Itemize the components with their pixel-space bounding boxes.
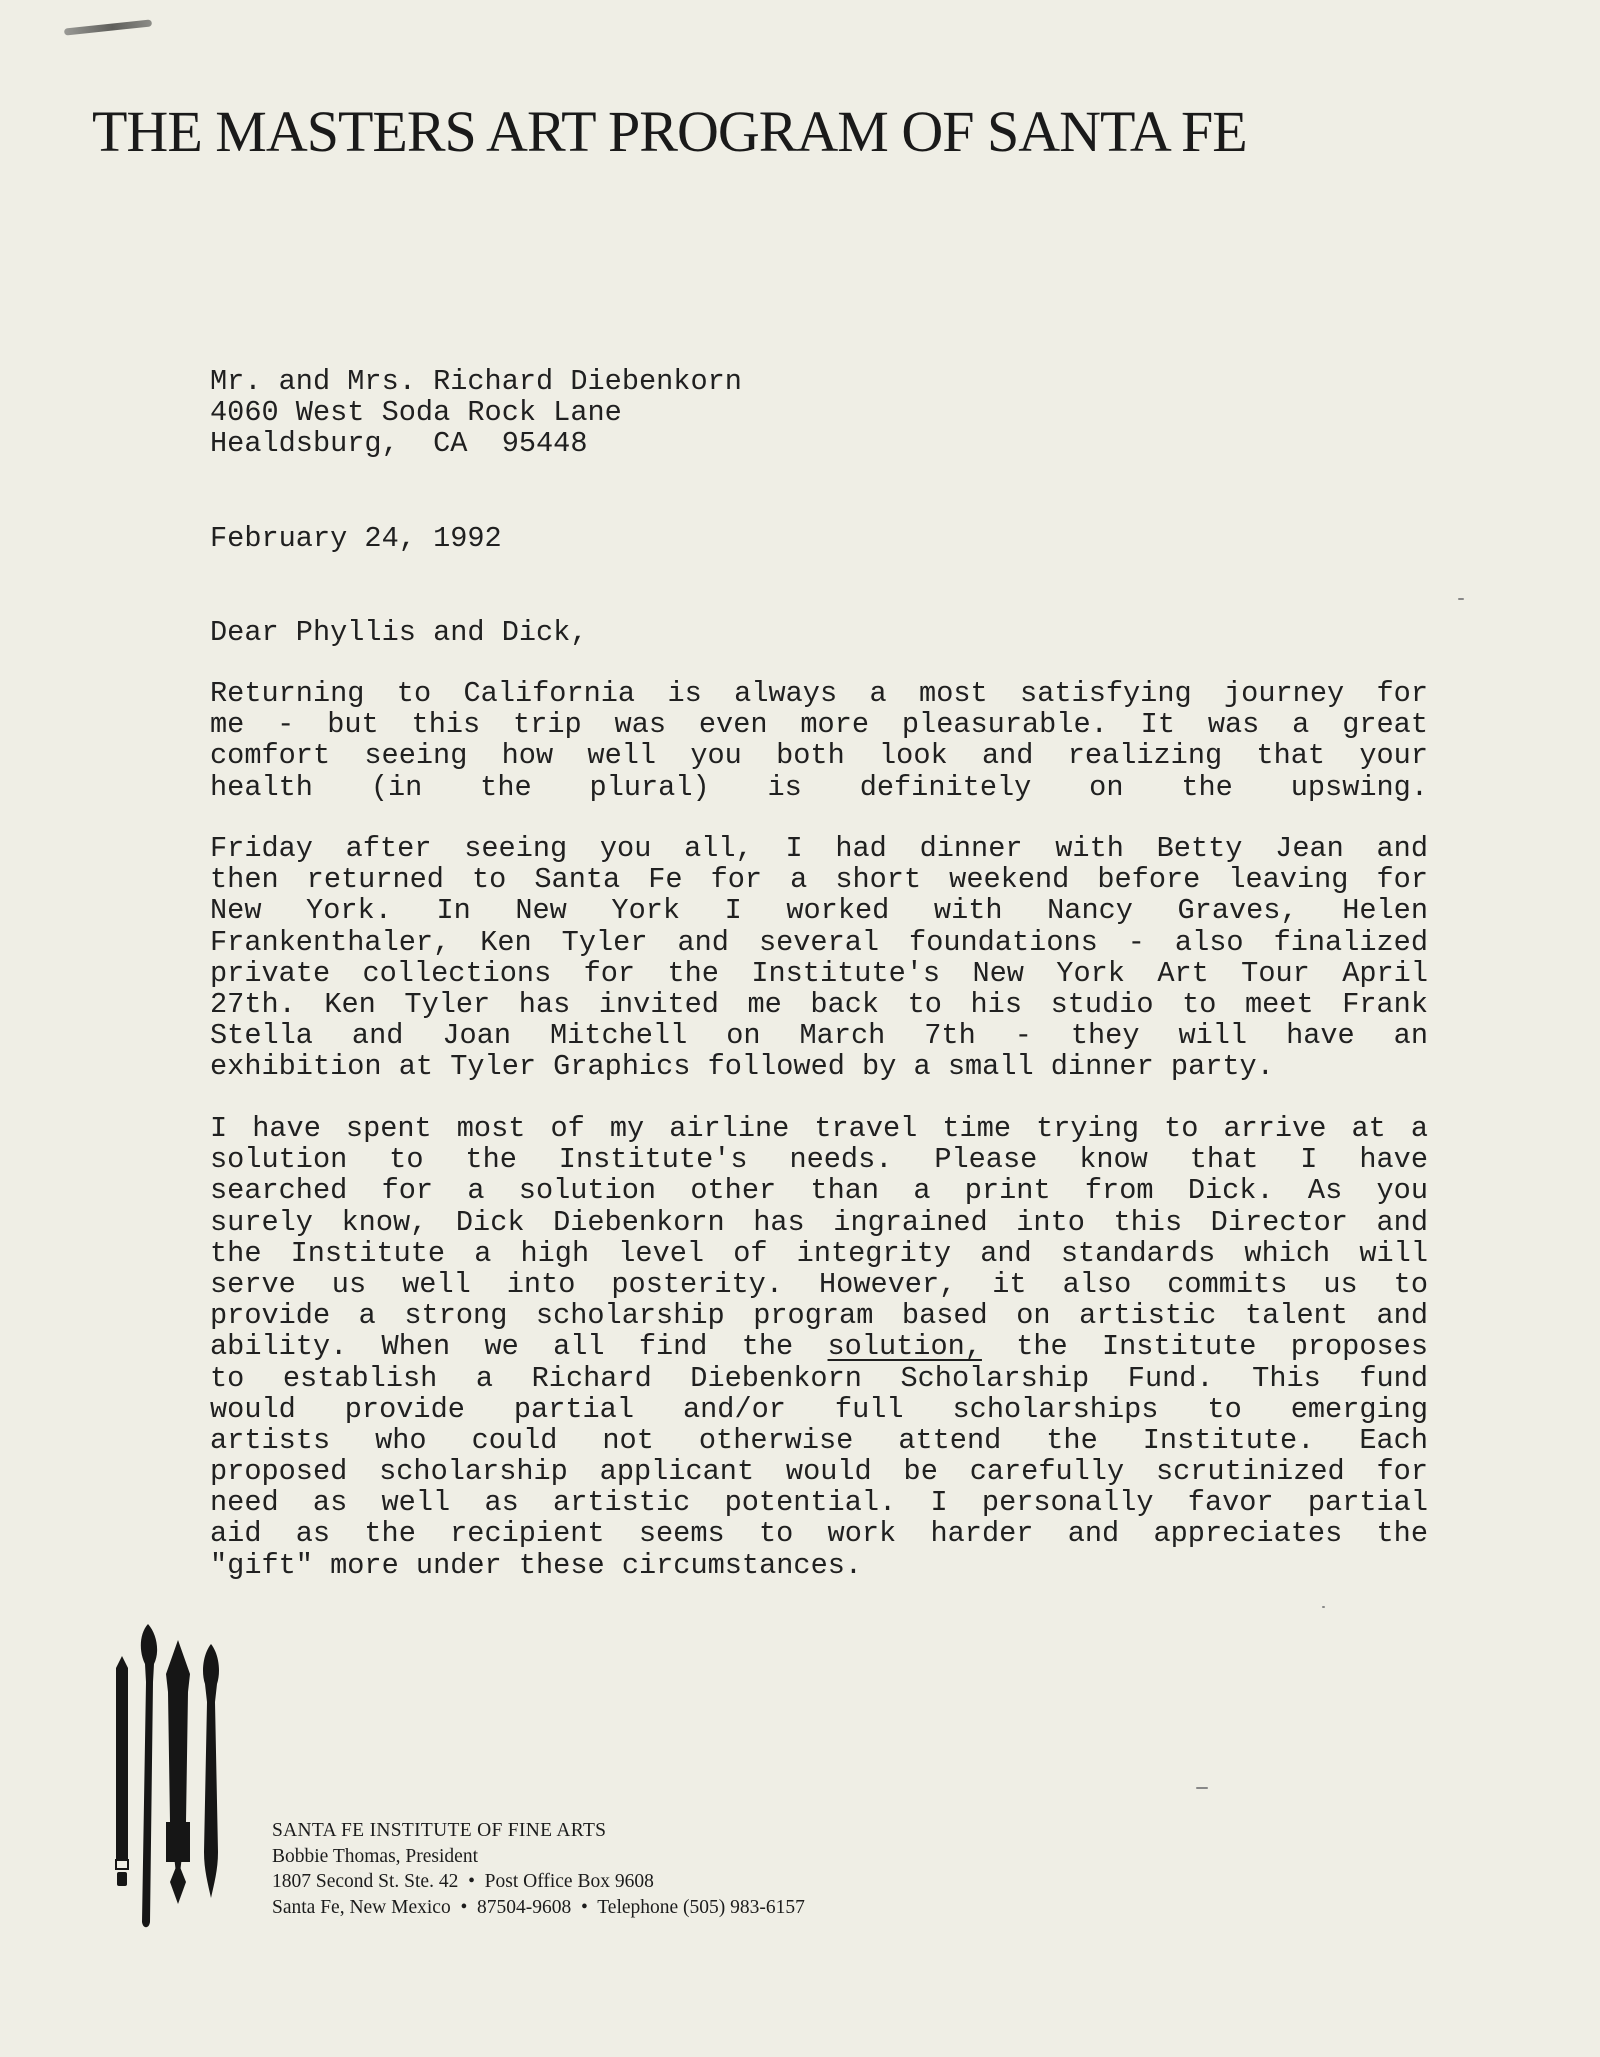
paper-speck	[1196, 1787, 1208, 1789]
paragraph-3	[210, 1113, 1428, 1581]
body-line: me - but this trip was even more pleasurable. It was a great	[210, 708, 1428, 742]
recipient-street: 4060 West Soda Rock Lane	[210, 396, 622, 429]
footer-president: Bobbie Thomas, President	[272, 1845, 478, 1867]
body-line: Stella and Joan Mitchell on March 7th - they will have an	[210, 1019, 1428, 1053]
body-line: 27th. Ken Tyler has invited me back to his studio to meet Frank	[210, 987, 1428, 1021]
body-line: private collections for the Institute's New York Art Tour April	[210, 956, 1428, 990]
body-line: searched for a solution other than a print from Dick. As you	[210, 1174, 1428, 1208]
body-text: ability. When we all find the	[210, 1330, 794, 1364]
footer-city-contact: Santa Fe, New Mexico • 87504-9608 • Telephone (505) 983-6157	[272, 1896, 805, 1918]
body-line: health (in the plural) is definitely on the upswing.	[210, 770, 1428, 804]
paper-speck	[1322, 1606, 1325, 1608]
body-line: Friday after seeing you all, I had dinner with Betty Jean and	[210, 832, 1428, 865]
body-line: surely know, Dick Diebenkorn has ingrained into this Director and	[210, 1205, 1428, 1239]
body-line: need as well as artistic potential. I personally favor partial	[210, 1486, 1428, 1520]
body-line: "gift" more under these circumstances.	[210, 1548, 863, 1582]
pencil-stroke-icon	[64, 19, 152, 35]
body-line: exhibition at Tyler Graphics followed by a small dinner party.	[210, 1050, 1274, 1084]
letterhead-title: THE MASTERS ART PROGRAM OF SANTA FE	[92, 99, 1247, 164]
recipient-address	[210, 366, 742, 459]
body-line: provide a strong scholarship program based on artistic talent and	[210, 1299, 1428, 1333]
paper-speck	[1458, 598, 1464, 600]
salutation: Dear Phyllis and Dick,	[210, 616, 588, 649]
body-line: New York. In New York I worked with Nancy Graves, Helen	[210, 894, 1428, 928]
footer-org: SANTA FE INSTITUTE OF FINE ARTS	[272, 1820, 607, 1841]
art-tools-logo-icon	[108, 1622, 238, 1932]
body-line: Frankenthaler, Ken Tyler and several foundations - also finalized	[210, 925, 1428, 959]
body-line: artists who could not otherwise attend the Institute. Each	[210, 1423, 1428, 1457]
recipient-name: Mr. and Mrs. Richard Diebenkorn	[210, 365, 742, 398]
body-line: aid as the recipient seems to work harder and appreciates the	[210, 1517, 1428, 1551]
paragraph-1	[210, 678, 1428, 803]
body-line: proposed scholarship applicant would be carefully scrutinized for	[210, 1455, 1428, 1489]
underlined-word: solution,	[827, 1330, 982, 1364]
body-line: I have spent most of my airline travel time trying to arrive at a	[210, 1112, 1428, 1145]
body-line: then returned to Santa Fe for a short weekend before leaving for	[210, 863, 1428, 897]
body-text: the Institute proposes	[1016, 1330, 1428, 1364]
body-line: solution to the Institute's needs. Please know that I have	[210, 1143, 1428, 1177]
body-line: Returning to California is always a most satisfying journey for	[210, 677, 1428, 710]
body-line: serve us well into posterity. However, it also commits us to	[210, 1267, 1428, 1301]
letter-date: February 24, 1992	[210, 522, 502, 555]
footer-contact	[272, 1818, 805, 1920]
recipient-city: Healdsburg, CA 95448	[210, 427, 588, 460]
body-line: the Institute a high level of integrity and standards which will	[210, 1236, 1428, 1270]
body-line-with-underline	[210, 1331, 1428, 1362]
body-line: would provide partial and/or full scholarships to emerging	[210, 1392, 1428, 1426]
body-line: to establish a Richard Diebenkorn Scholarship Fund. This fund	[210, 1361, 1428, 1395]
paragraph-2	[210, 833, 1428, 1083]
footer-address: 1807 Second St. Ste. 42 • Post Office Box 9608	[272, 1871, 654, 1892]
body-line: comfort seeing how well you both look and realizing that your	[210, 739, 1428, 773]
